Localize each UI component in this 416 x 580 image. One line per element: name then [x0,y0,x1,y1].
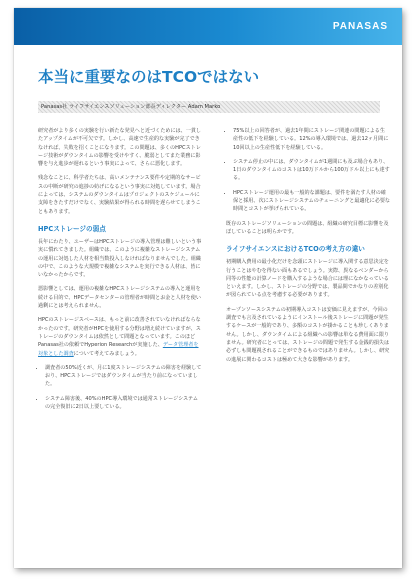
author-byline: Panasas社 ライフサイエンスソリューション部長ディレクター Adam Marko [38,101,380,113]
section2-paragraph-2: オープンソースシステムの初期導入コストは安価に見えますが、今回の調査でも言及されているようにインストール後ストレージに問題が発生するケースが一般的であり、多額のコストが掛かることも珍しくありません。しかし、ダウンタイムによる組織への影響は単なる費用面に限りません。研究者にとっては、ストレージの問題で発生する金銭的損失は必ずしも問題視されることができるものではありません。しかし、研究の進展に関わるコストは極めて大きな影響があります。 [226,306,390,363]
survey-findings-list-continued [226,127,390,214]
page-title: 本当に重要なのはTCOではない [38,68,260,86]
survey-findings-list [38,364,202,411]
intro-paragraph-1: 研究者がより多くの実験を行い新たな発見へと近づくためには、一貫したアップタイムが不可欠です。しかし、高速で生産的な実験が完了できなければ、失敗を招くことになります。この問題は、多くのHPCストレージ技術がダウンタイムの影響を受けやすく、脆弱としてまた業務に影響を与え進歩が遅れるという事実によって、さらに悪化します。 [38,128,202,168]
closing-paragraph: 既存のストレージソリューションの問題は、組織の研究目標に影響を及ぼしていることは明らかです。 [226,220,389,235]
section1-paragraph-1: 長年にわたり、ユーザーはHPCストレージの導入管理は難しいという事実に慣れてきました。組織では、このように複雑なストレージシステムの運用に対処した人材を相当数投入しなければなりませんでした。組織の中で、このような大規模で複雑なシステムを実行できる人材は、皆にいなかったからです。 [38,238,202,279]
panasas-logo: PANASAS [332,21,388,32]
list-item: • 75%以上の回答者が、過去1年間にストレージ関連の問題による生産性の低下を経験している。12%の導入環境では、過去12ヶ月間に10回以上の生産性低下を経験している。 [233,127,390,152]
list-item: • HPCストレージ運用の最も一般的な課題は、要件を満たす人材の確保と採用、次にストレージシステムのチューニングと最適化に必要な時間とコストが挙げられている。 [233,189,390,214]
section2-paragraph-1: 初期購入費用の最小化だけを念頭にストレージに導入関する意思決定を行うことはやむを得ない面もあるでしょう。実際、異なるベンダーから同等の性能の計算ノードを購入するような場合には理になかなっているといえます。しかし、ストレージの分野では、製品間でかなりの差別化が図られている点を考慮する必要があります。 [226,259,389,299]
survey-link[interactable]: データ管理者を対象とした調査 [38,342,199,357]
list-item: • システム停止の中には、ダウンタイムが1週間にも及ぶ場合もあり、1日のダウンタイムのコストは10万ドルから100万ドル以上にも達する。 [233,158,390,183]
right-column [226,127,390,370]
section1-paragraph-3-tail: について考えてみましょう。 [73,350,140,357]
header-banner [14,8,402,45]
document-page [14,8,402,568]
section1-paragraph-3 [38,316,202,357]
section-heading-tco-lifescience: ライフサイエンスにおけるTCOの考え方の違い [226,245,365,254]
list-item: • 調査者の50%近くが、月に1度ストレージシステムの障害を経験しており、HPCストレージではダウンタイムが当たり前になっていました。 [45,364,202,389]
section-heading-hpc-weakness: HPCストレージの弱点 [38,224,106,233]
section1-paragraph-2: 悪影響としては、運用の複雑なHPCストレージシステムの導入と運用を続ける目的で、HPCデータセンターの管理者が時間とお金と人材を使い過剰にとは考えられません。 [38,286,201,310]
left-column [38,127,202,417]
section1-paragraph-3-text: HPCのストレージスペースは、もっと前に改善されていなければならなかったのです。研究者がHPCを使用する分野は増え続けていますが、ストレージのダウンタイムは依然として問題となっています。このほどPanasas社の依頼でHyperion Researchが実施した、 [38,317,201,349]
list-item: • システム障害後、40%のHPC導入環境では通常ストレージシステムの完全復旧に2日以上要している。 [45,395,202,412]
intro-paragraph-2: 残念なことに、科学者たちは、高いメンテナンス要件や定期的なサービスの中断が研究の進捗の妨げになるという事実に対処しています。場合によっては、システムのダウンタイムはプロジェクトのスケジュールに支障をきたすだけでなく、実験結果が得られる時間を遅らせてしまうこともあります。 [38,175,201,215]
